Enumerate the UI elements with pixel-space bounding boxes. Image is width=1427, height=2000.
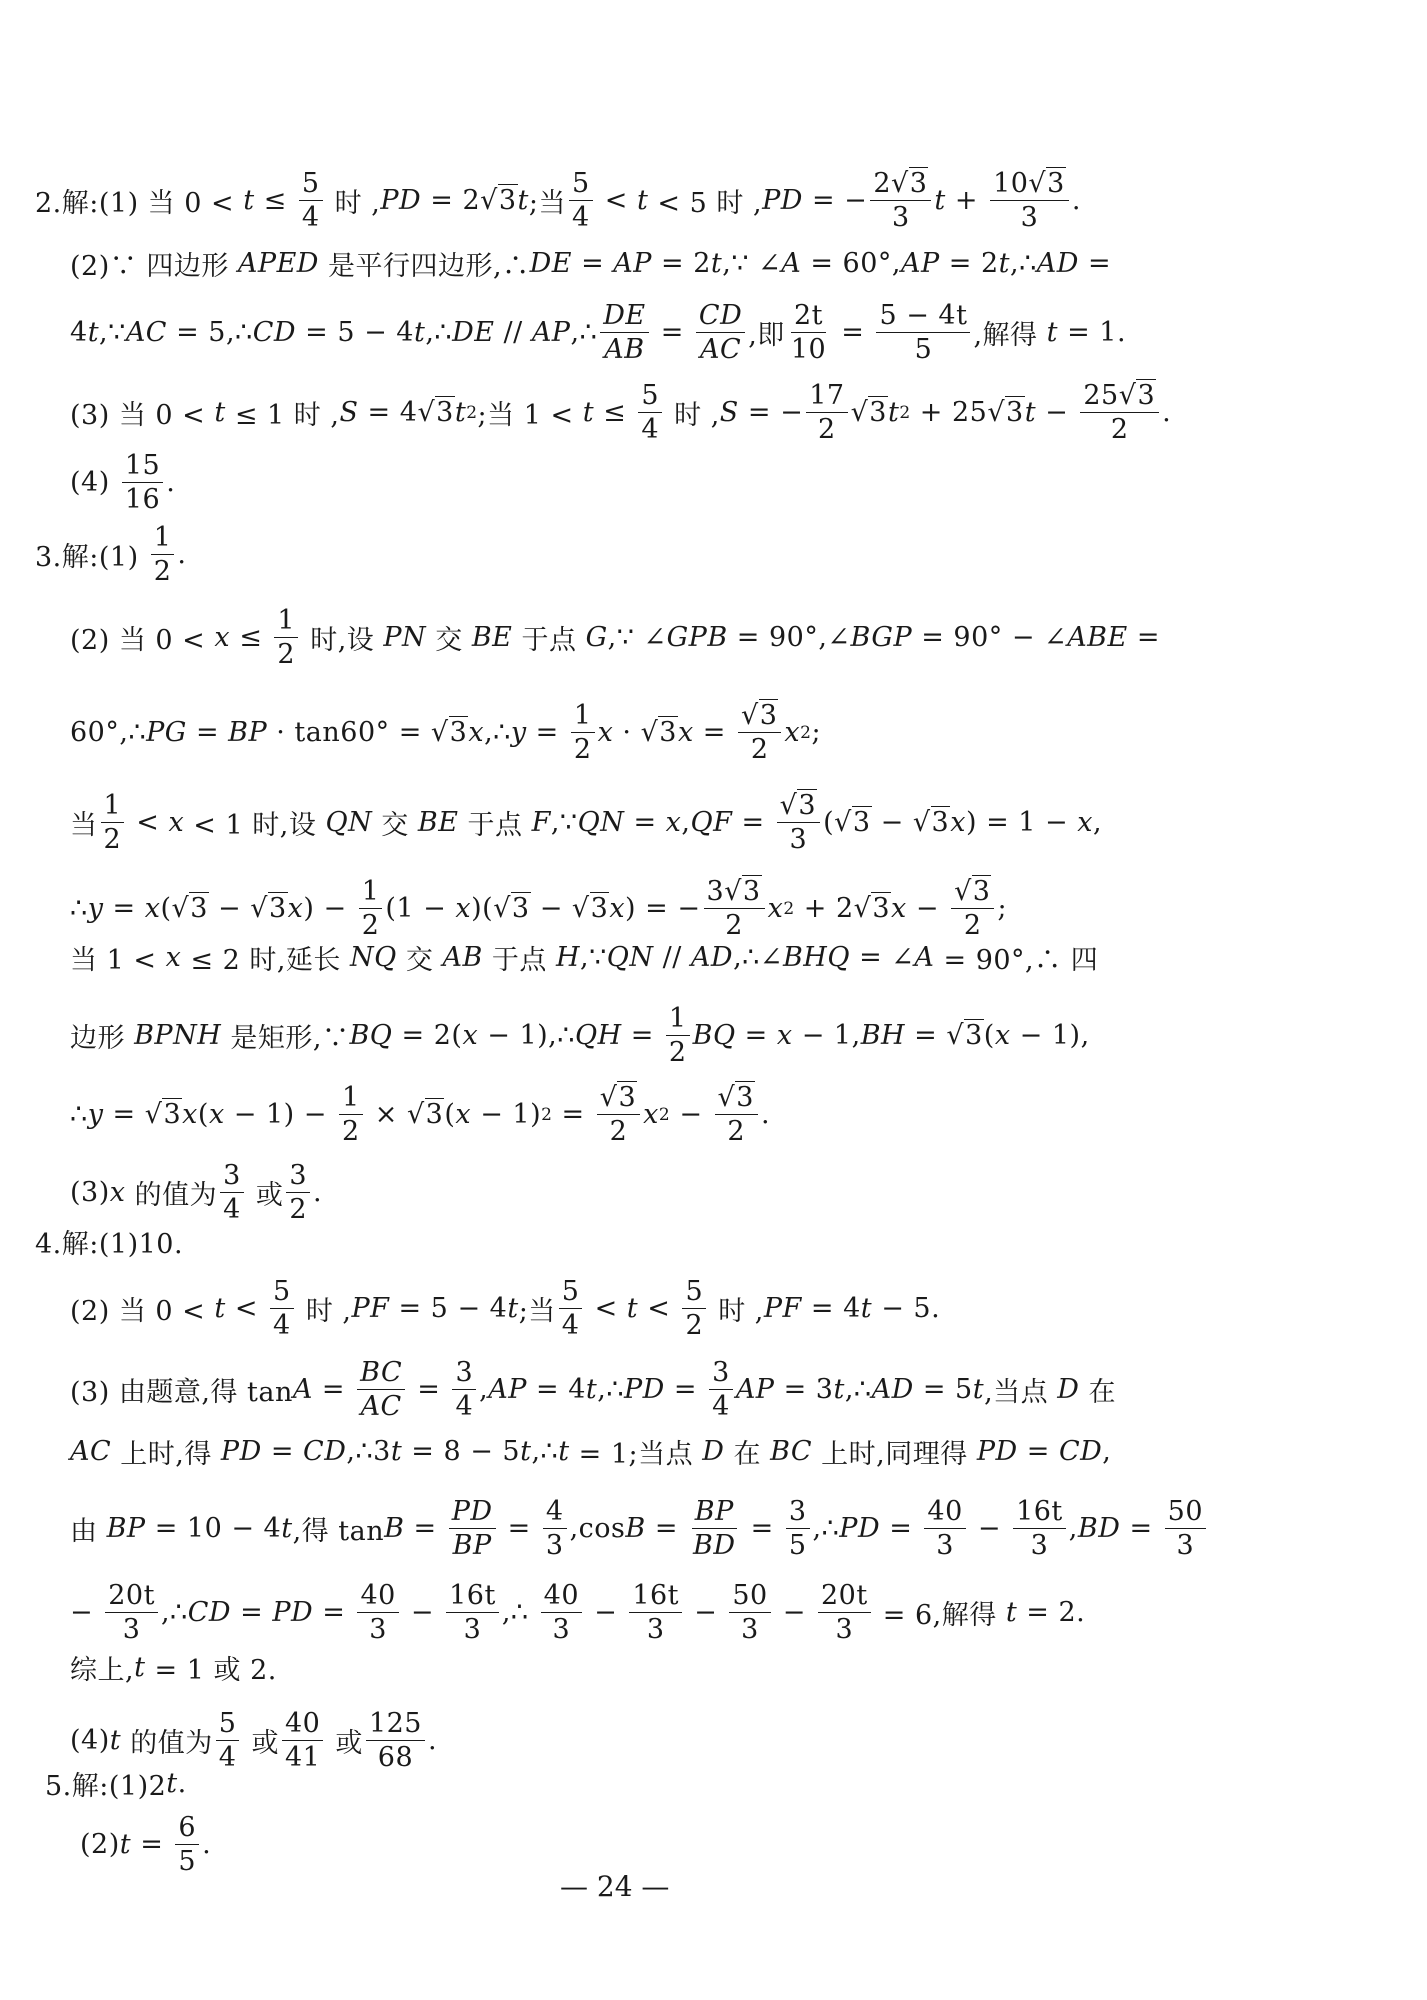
fraction: $\frac{16t}{3}$ <box>446 1580 499 1645</box>
problem-5-part-2: (2) t = $\frac{6}{5}$ . <box>80 1812 212 1878</box>
page-number: — 24 — <box>560 1870 670 1903</box>
sqrt: √3 <box>946 1020 983 1052</box>
fraction: $\frac{50}{3}$ <box>1165 1496 1206 1561</box>
fraction: $\frac{5}{4}$ <box>569 168 593 233</box>
fraction: $\frac{1}{2}$ <box>571 700 595 765</box>
problem-2-part-2-line-1: (2)∵ 四边形 APED 是平行四边形,∴ DE = AP = 2 t ,∵ ∠ A = 60°, AP = 2 t ,∴ AD = <box>70 248 1112 282</box>
sqrt: √3 <box>430 717 468 749</box>
problem-3-part-2-line-4: ∴ y = x ( √3 − √3 x ) − $\frac{1}{2}$ (1 − x )( √3 − √3 x ) = − $\frac{3√3}{2}$ x 2 + 2 √3 x − $\frac{√3}{2}$ ; <box>70 876 1008 942</box>
fraction: $\frac{4}{3}$ <box>543 1496 567 1561</box>
fraction: $\frac{20t}{3}$ <box>105 1580 158 1645</box>
fraction: $\frac{5 - 4t}{5}$ <box>876 300 970 365</box>
fraction: $\frac{125}{68}$ <box>366 1708 425 1773</box>
problem-3-part-2-line-5: 当 1 < x ≤ 2 时,延长 NQ 交 AB 于点 H ,∵ QN // AD ,∴∠ BHQ = ∠ A = 90°,∴ 四 <box>70 942 1099 976</box>
problem-4-part-3-line-4: − $\frac{20t}{3}$ ,∴ CD = PD = $\frac{40}{3}$ − $\frac{16t}{3}$ ,∴ $\frac{40}{3}$ − $\frac{16t}{3}$ − $\frac{50}{3}$ − $\frac{20t}{3}$ = 6,解得 t = 2. <box>70 1580 1086 1646</box>
problem-2-part-2-line-2: 4 t ,∵ AC = 5,∴ CD = 5 − 4 t ,∴ DE // AP ,∴ $\frac{DE}{AB}$ = $\frac{CD}{AC}$ ,即 $\frac{2t}{10}$ = $\frac{5 - 4t}{5}$ ,解得 t = 1. <box>70 300 1127 366</box>
fraction: $\frac{6}{5}$ <box>175 1812 199 1877</box>
fraction: $\frac{1}{2}$ <box>274 605 298 670</box>
fraction: $\frac{40}{3}$ <box>357 1580 398 1645</box>
sqrt: √3 <box>834 807 871 839</box>
fraction: $\frac{1}{2}$ <box>359 876 383 941</box>
fraction: $\frac{25√3}{2}$ <box>1080 380 1159 445</box>
fraction: $\frac{2√3}{3}$ <box>870 168 931 233</box>
problem-4-part-4: (4) t 的值为 $\frac{5}{4}$ 或 $\frac{40}{41}$ 或 $\frac{125}{68}$ . <box>70 1708 438 1774</box>
sqrt: √3 <box>417 397 454 429</box>
sqrt: √3 <box>250 893 287 925</box>
problem-2-part-1: 2.解:(1) 当 0 < t ≤ $\frac{5}{4}$ 时 , PD = 2 √3 t ;当 $\frac{5}{4}$ < t < 5 时 , PD = − $\frac{2√3}{3}$ t + $\frac{10√3}{3}$ . <box>35 168 1081 234</box>
fraction: $\frac{1}{2}$ <box>151 522 175 587</box>
fraction: $\frac{√3}{2}$ <box>951 876 994 941</box>
problem-3-part-1: 3.解:(1) $\frac{1}{2}$ . <box>35 522 187 588</box>
sqrt: √3 <box>171 893 208 925</box>
fraction: $\frac{√3}{2}$ <box>715 1082 758 1147</box>
problem-3-part-2-line-2: 60°,∴ PG = BP · tan60° = √3 x ,∴ y = $\frac{1}{2}$ x · √3 x = $\frac{√3}{2}$ x 2 ; <box>70 700 822 766</box>
fraction: $\frac{2t}{10}$ <box>790 300 827 366</box>
sqrt: √3 <box>640 717 677 749</box>
problem-4-part-1: 4.解:(1)10. <box>35 1229 184 1260</box>
problem-3-part-2-line-7: ∴ y = √3 x ( x − 1) − $\frac{1}{2}$ × √3 ( x − 1) 2 = $\frac{√3}{2}$ x 2 − $\frac{√3}{2}$ . <box>70 1082 771 1148</box>
problem-3-part-2-line-3: 当 $\frac{1}{2}$ < x < 1 时,设 QN 交 BE 于点 F ,∵ QN = x , QF = $\frac{√3}{3}$ ( √3 − √3 x ) = 1 − x , <box>70 790 1103 856</box>
fraction: $\frac{1}{2}$ <box>339 1082 363 1147</box>
fraction: $\frac{1}{2}$ <box>101 790 125 855</box>
problem-4-part-3-line-3: 由 BP = 10 − 4 t ,得 tan B = $\frac{PD}{BP}$ = $\frac{4}{3}$ ,cos B = $\frac{BP}{BD}$ = $\frac{3}{5}$ ,∴ PD = $\frac{40}{3}$ − $\frac{16t}{3}$ , BD = $\frac{50}{3}$ <box>70 1496 1209 1561</box>
sqrt: √3 <box>406 1099 444 1131</box>
fraction: $\frac{√3}{3}$ <box>777 790 820 855</box>
sqrt: √3 <box>853 893 891 925</box>
problem-3-part-2-line-1: (2) 当 0 < x ≤ $\frac{1}{2}$ 时,设 PN 交 BE 于点 G ,∵ ∠ GPB = 90°,∠ BGP = 90° − ∠ ABE = <box>70 605 1160 671</box>
fraction: $\frac{3}{5}$ <box>786 1496 810 1561</box>
sqrt: √3 <box>987 397 1024 429</box>
fraction: $\frac{16t}{3}$ <box>1013 1496 1066 1561</box>
fraction: $\frac{40}{3}$ <box>541 1580 582 1645</box>
fraction: $\frac{BP}{BD}$ <box>693 1496 736 1562</box>
problem-2-part-4: (4) $\frac{15}{16}$ . <box>70 450 176 516</box>
fraction: $\frac{50}{3}$ <box>729 1580 770 1645</box>
fraction: $\frac{5}{4}$ <box>299 168 323 233</box>
fraction: $\frac{17}{2}$ <box>806 380 847 445</box>
fraction: $\frac{20t}{3}$ <box>818 1580 871 1645</box>
fraction: $\frac{40}{3}$ <box>924 1496 965 1561</box>
fraction: $\frac{5}{4}$ <box>638 380 662 445</box>
fraction: $\frac{PD}{BP}$ <box>449 1496 496 1561</box>
fraction: $\frac{10√3}{3}$ <box>990 168 1069 233</box>
fraction: $\frac{BC}{AC}$ <box>357 1357 405 1422</box>
fraction: $\frac{5}{4}$ <box>270 1276 294 1341</box>
sqrt: √3 <box>912 807 950 839</box>
sqrt: √3 <box>571 893 609 925</box>
problem-3-part-2-line-6: 边形 BPNH 是矩形,∵ BQ = 2( x − 1),∴ QH = $\frac{1}{2}$ BQ = x − 1, BH = √3 ( x − 1), <box>70 1003 1090 1069</box>
problem-4-part-3-line-2: AC 上时,得 PD = CD ,∴3 t = 8 − 5 t ,∴ t = 1;当点 D 在 BC 上时,同理得 PD = CD , <box>70 1436 1112 1470</box>
fraction: $\frac{√3}{2}$ <box>597 1082 640 1147</box>
fraction: $\frac{3}{4}$ <box>452 1357 476 1422</box>
sqrt: √3 <box>493 893 530 925</box>
fraction: $\frac{3}{4}$ <box>709 1357 733 1422</box>
fraction: $\frac{3}{2}$ <box>286 1160 310 1225</box>
fraction: $\frac{1}{2}$ <box>666 1003 690 1068</box>
problem-3-part-3: (3) x 的值为 $\frac{3}{4}$ 或 $\frac{3}{2}$ . <box>70 1160 323 1226</box>
sqrt: √3 <box>850 397 887 429</box>
fraction: $\frac{16t}{3}$ <box>629 1580 682 1645</box>
problem-4-part-3-line-1: (3) 由题意,得 tan A = $\frac{BC}{AC}$ = $\frac{3}{4}$ , AP = 4 t ,∴ PD = $\frac{3}{4}$ AP = 3 t ,∴ AD = 5 t ,当点 D 在 <box>70 1357 1116 1423</box>
fraction: $\frac{40}{41}$ <box>282 1708 323 1773</box>
problem-5-part-1: 5.解:(1)2 t . <box>45 1768 187 1802</box>
problem-4-part-2: (2) 当 0 < t < $\frac{5}{4}$ 时 , PF = 5 − 4 t ;当 $\frac{5}{4}$ < t < $\frac{5}{2}$ 时 , PF = 4 t − 5. <box>70 1276 941 1342</box>
fraction: $\frac{5}{4}$ <box>216 1708 240 1773</box>
fraction: $\frac{3√3}{2}$ <box>704 876 765 941</box>
sqrt: √3 <box>144 1099 182 1131</box>
fraction: $\frac{5}{2}$ <box>682 1276 706 1341</box>
sqrt: √3 <box>480 185 517 217</box>
fraction: $\frac{DE}{AB}$ <box>600 300 648 365</box>
fraction: $\frac{CD}{AC}$ <box>696 300 745 365</box>
fraction: $\frac{5}{4}$ <box>559 1276 583 1341</box>
fraction: $\frac{15}{16}$ <box>122 450 163 515</box>
problem-2-part-3: (3) 当 0 < t ≤ 1 时 , S = 4 √3 t 2 ;当 1 < t ≤ $\frac{5}{4}$ 时 , S = − $\frac{17}{2}$ √3 t 2 + 25 √3 t − $\frac{25√3}{2}$ . <box>70 380 1172 446</box>
fraction: $\frac{√3}{2}$ <box>738 700 781 765</box>
problem-4-part-3-line-5: 综上, t = 1 或 2. <box>70 1652 277 1686</box>
fraction: $\frac{3}{4}$ <box>220 1160 244 1225</box>
